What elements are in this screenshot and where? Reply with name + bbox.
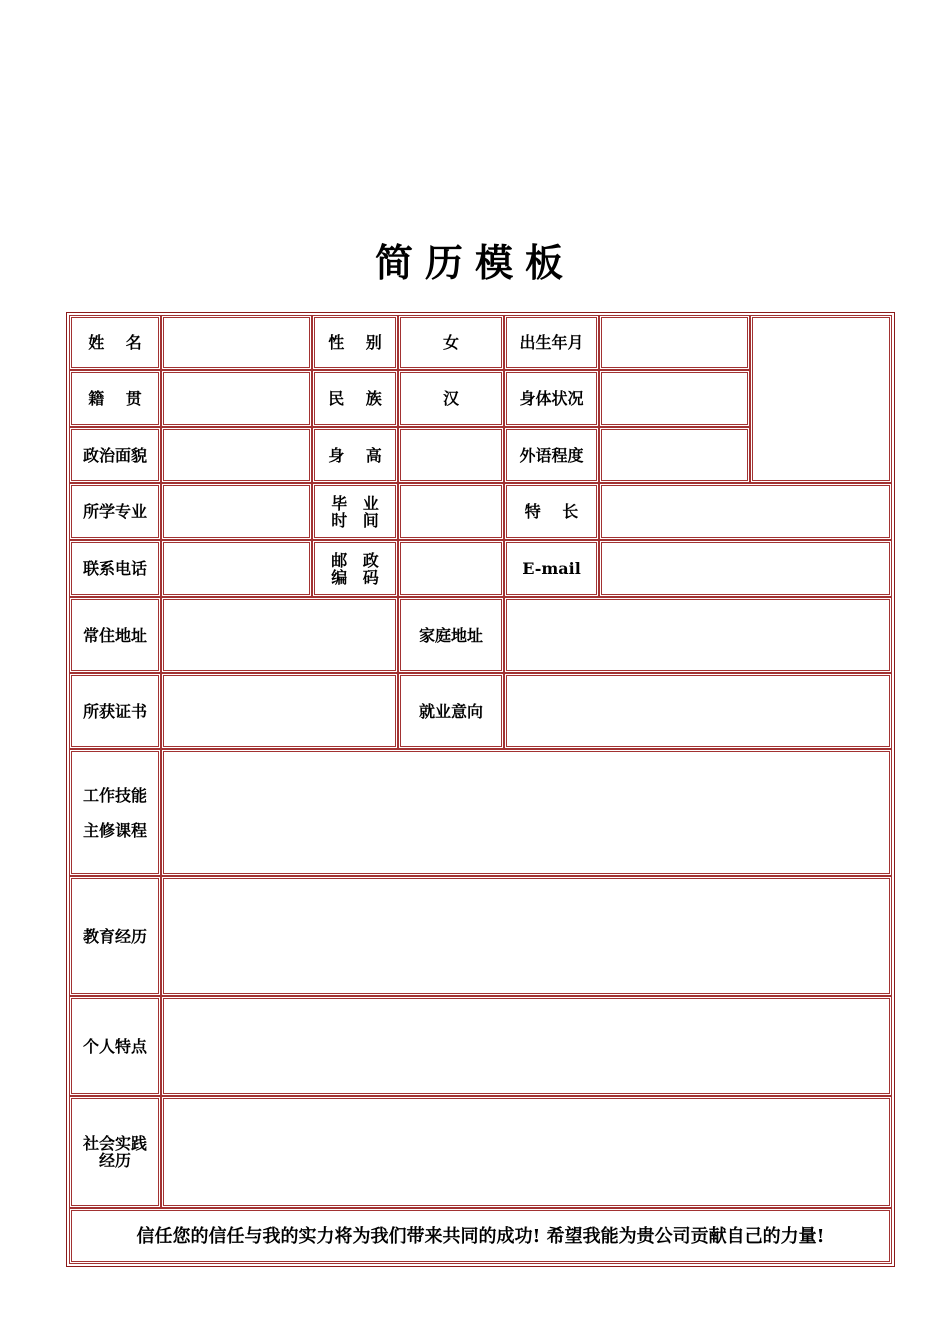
email-label: E-mail [504, 540, 599, 597]
health-field[interactable] [599, 370, 750, 427]
practice-label: 社会实践 经历 [69, 1096, 161, 1208]
home-address-label: 家庭地址 [398, 597, 504, 673]
ethnic-label: 民 族 [312, 370, 398, 427]
birth-field[interactable] [599, 315, 750, 370]
politics-label: 政治面貌 [69, 427, 161, 483]
home-address-field[interactable] [504, 597, 892, 673]
phone-field[interactable] [161, 540, 312, 597]
email-field[interactable] [599, 540, 892, 597]
job-intent-field[interactable] [504, 673, 892, 749]
major-field[interactable] [161, 483, 312, 540]
gender-label: 性 别 [312, 315, 398, 370]
birth-label: 出生年月 [504, 315, 599, 370]
name-label: 姓 名 [69, 315, 161, 370]
address-label: 常住地址 [69, 597, 161, 673]
native-label: 籍 贯 [69, 370, 161, 427]
education-label: 教育经历 [69, 876, 161, 996]
gender-field[interactable]: 女 [398, 315, 504, 370]
phone-label: 联系电话 [69, 540, 161, 597]
graduation-label: 毕 业 时 间 [312, 483, 398, 540]
major-label: 所学专业 [69, 483, 161, 540]
photo-area[interactable] [750, 315, 892, 483]
ethnic-field[interactable]: 汉 [398, 370, 504, 427]
health-label: 身体状况 [504, 370, 599, 427]
certificate-field[interactable] [161, 673, 398, 749]
certificate-label: 所获证书 [69, 673, 161, 749]
name-field[interactable] [161, 315, 312, 370]
address-field[interactable] [161, 597, 398, 673]
height-field[interactable] [398, 427, 504, 483]
specialty-label: 特 长 [504, 483, 599, 540]
skills-label: 工作技能 [82, 785, 147, 805]
footer-row [69, 1208, 892, 1264]
traits-label: 个人特点 [69, 996, 161, 1096]
traits-field[interactable] [161, 996, 892, 1096]
practice-field[interactable] [161, 1096, 892, 1208]
skills-courses-field[interactable] [161, 749, 892, 876]
closing-statement: 信任您的信任与我的实力将为我们带来共同的成功! 希望我能为贵公司贡献自己的力量! [136, 1225, 825, 1247]
height-label: 身 高 [312, 427, 398, 483]
page-title: 简历模板 [374, 241, 575, 285]
language-field[interactable] [599, 427, 750, 483]
skills-courses-label [69, 749, 161, 876]
politics-field[interactable] [161, 427, 312, 483]
courses-label: 主修课程 [82, 820, 147, 840]
graduation-field[interactable] [398, 483, 504, 540]
education-field[interactable] [161, 876, 892, 996]
postcode-label: 邮 政 编 码 [312, 540, 398, 597]
native-field[interactable] [161, 370, 312, 427]
language-label: 外语程度 [504, 427, 599, 483]
job-intent-label: 就业意向 [398, 673, 504, 749]
postcode-field[interactable] [398, 540, 504, 597]
specialty-field[interactable] [599, 483, 892, 540]
